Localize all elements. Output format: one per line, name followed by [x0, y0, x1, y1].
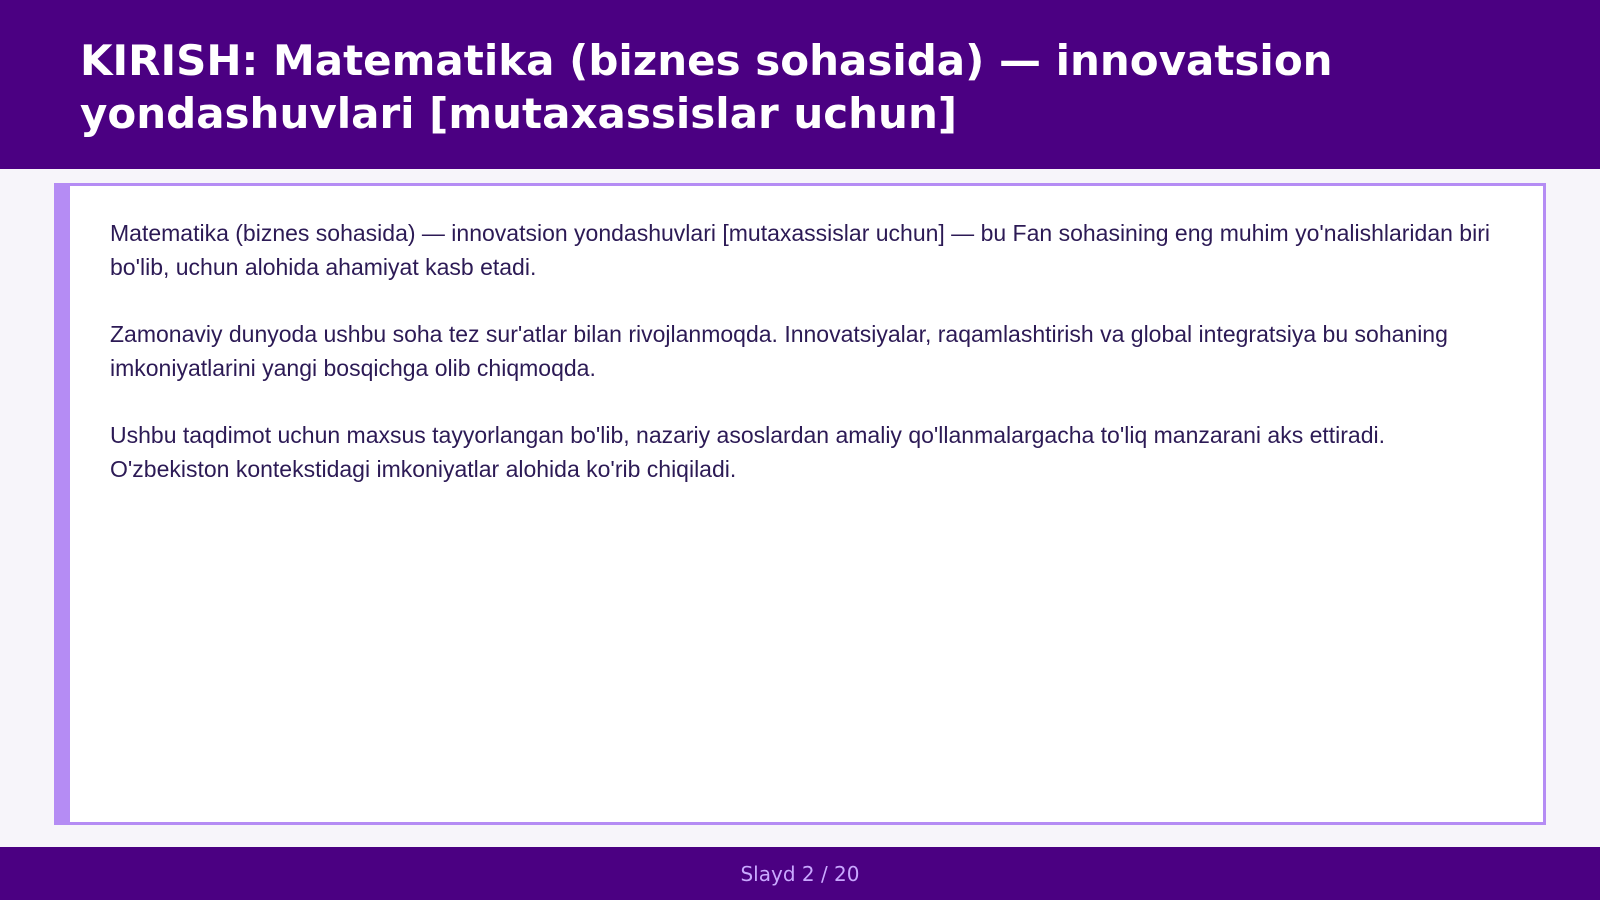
slide-footer	[0, 847, 1600, 900]
content-card	[54, 183, 1546, 825]
development-paragraph: Zamonaviy dunyoda ushbu soha tez sur'atlar bilan rivojlanmoqda. Innovatsiyalar, raqamlashtirish va global integratsiya bu sohaning imkoniyatlarini yangi bosqichga olib chiqmoqda.	[110, 321, 1448, 381]
slide-counter: Slayd 2 / 20	[740, 861, 860, 886]
intro-paragraph: Matematika (biznes sohasida) — innovatsion yondashuvlari [mutaxassislar uchun] — bu Fan sohasining eng muhim yo'nalishlaridan biri bo'lib, uchun alohida ahamiyat kasb etadi.	[110, 220, 1490, 280]
presentation-scope-paragraph: Ushbu taqdimot uchun maxsus tayyorlangan bo'lib, nazariy asoslardan amaliy qo'llanmalargacha to'liq manzarani aks ettiradi. O'zbekiston kontekstidagi imkoniyatlar alohida ko'rib chiqiladi.	[110, 422, 1386, 482]
slide-title: KIRISH: Matematika (biznes sohasida) — innovatsion yondashuvlari [mutaxassislar uchun]	[80, 36, 1333, 138]
content-text-area	[110, 216, 1503, 519]
slide-header	[0, 0, 1600, 169]
